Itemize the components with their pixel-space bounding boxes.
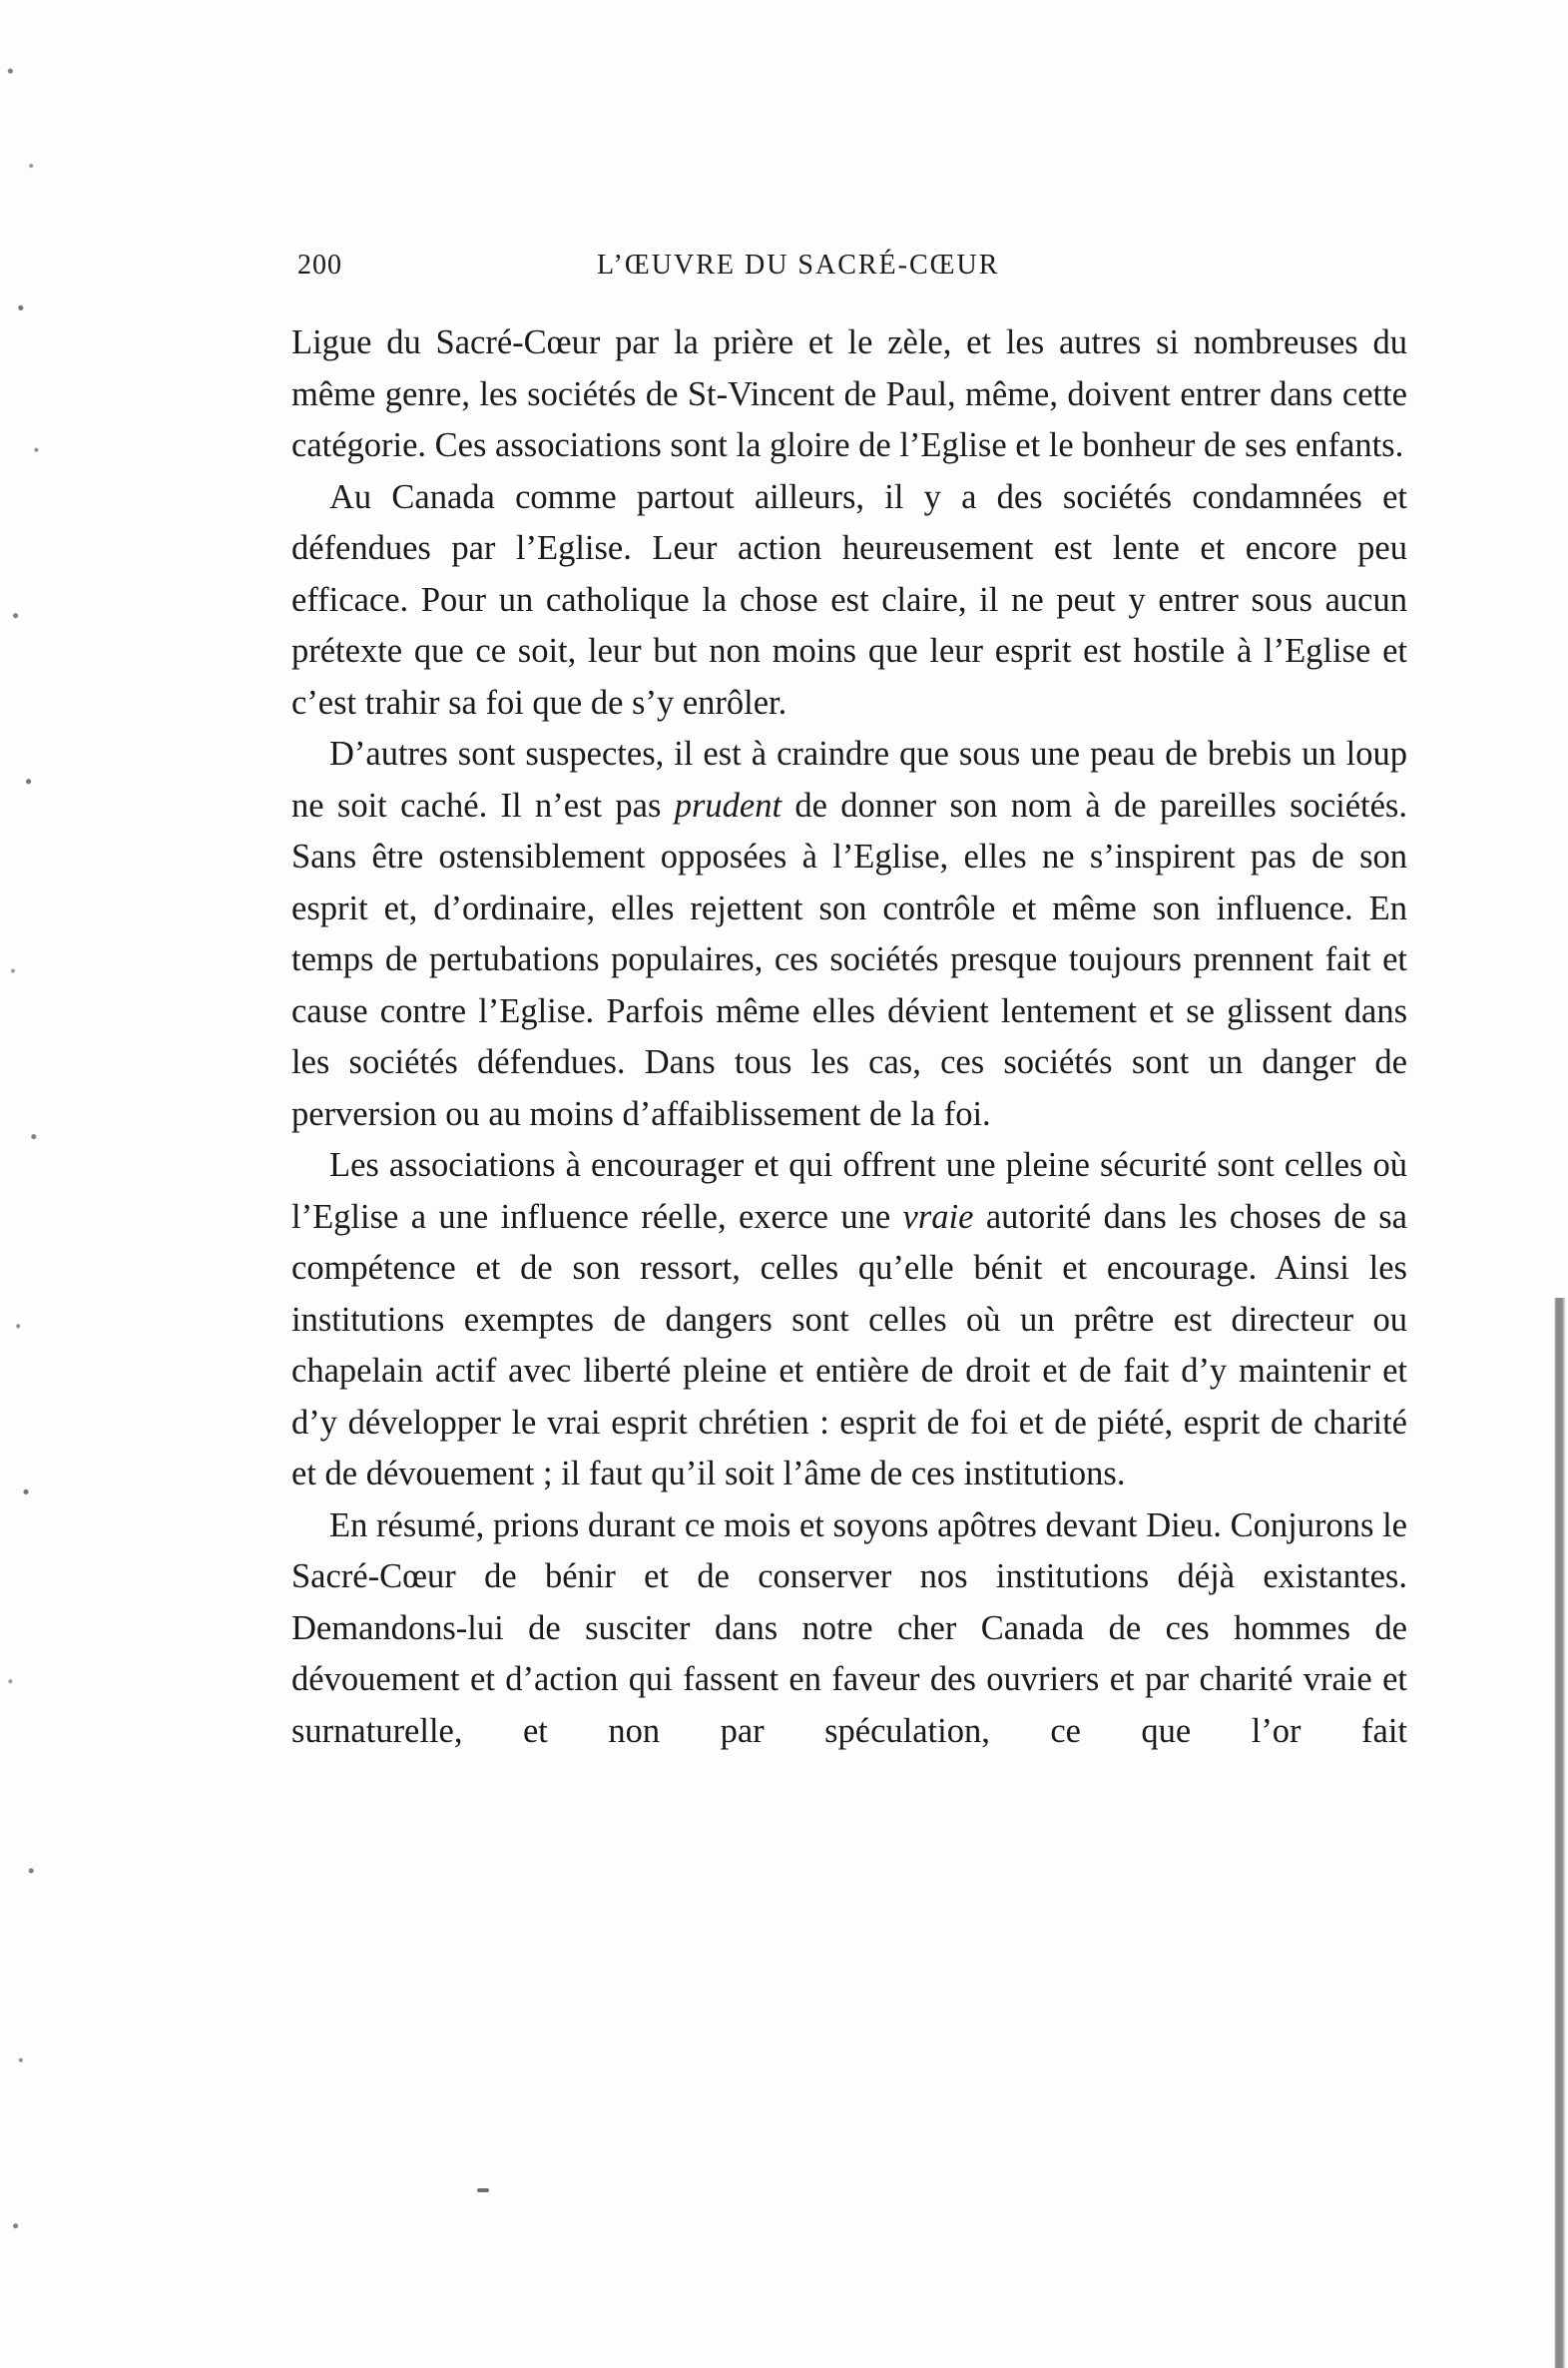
scan-edge-right <box>1542 1298 1568 2368</box>
body-text <box>291 317 1407 1757</box>
paragraph-text: D’autres sont suspectes, il est à craindre que sous une peau de brebis un loup ne soit caché. Il n’est pas <box>291 735 1407 825</box>
paragraph-text: autorité dans les choses de sa compétence et de son ressort, celles qu’elle bénit et encourage. Ainsi les institutions exemptes de dangers sont celles où un prêtre est directeur ou chapelain actif avec liberté pleine et entière de droit et de fait d’y maintenir et d’y développer le vrai esprit chrétien : esprit de foi et de piété, esprit de charité et de dévouement ; il faut qu’il soit l’âme de ces institutions. <box>291 1197 1407 1492</box>
running-title: L’ŒUVRE DU SACRÉ-CŒUR <box>597 250 1000 281</box>
italic-word: vraie <box>902 1197 974 1236</box>
page-header <box>297 250 1415 290</box>
paragraph-text: En résumé, prions durant ce mois et soyons apôtres devant Dieu. Conjurons le Sacré-Cœur de bénir et de conserver nos institutions déjà existantes. Demandons-lui de susciter dans notre cher Canada de ces hommes de dévouement et d’action qui fassent en faveur des ouvriers et par charité vraie et surnaturelle, et non par spéculation, ce que l’or fait <box>291 1505 1407 1750</box>
paragraph-3 <box>291 729 1407 1140</box>
paragraph-5 <box>291 1500 1407 1758</box>
paragraph-text: de donner son nom à de pareilles sociétés. Sans être ostensiblement opposées à l’Eglise, elles ne s’inspirent pas de son esprit et, d’ordinaire, elles rejettent son contrôle et même son influence. En temps de pertubations populaires, ces sociétés presque toujours prennent fait et cause contre l’Eglise. Parfois même elles dévient lentement et se glissent dans les sociétés défendues. Dans tous les cas, ces sociétés sont un danger de perversion ou au moins d’affaiblissement de la foi. <box>291 786 1407 1133</box>
paragraph-1 <box>291 317 1407 472</box>
paragraph-text: Au Canada comme partout ailleurs, il y a des sociétés condamnées et défendues par l’Eglise. Leur action heureusement est lente et encore peu efficace. Pour un catholique la chose est claire, il ne peut y entrer sous aucun prétexte que ce soit, leur but non moins que leur esprit est hostile à l’Eglise et c’est trahir sa foi que de s’y enrôler. <box>291 477 1407 722</box>
ink-speck <box>477 2188 489 2192</box>
paragraph-text: Ligue du Sacré-Cœur par la prière et le zèle, et les autres si nombreuses du même genre, les sociétés de St-Vincent de Paul, même, doivent entrer dans cette catégorie. Ces associations sont la gloire de l’Eglise et le bonheur de ses enfants. <box>291 323 1407 464</box>
paragraph-text: Les associations à encourager et qui offrent une pleine sécurité sont celles où l’Eglise a une influence réelle, exerce une <box>291 1146 1407 1236</box>
paragraph-2 <box>291 472 1407 730</box>
paragraph-4 <box>291 1140 1407 1500</box>
scan-edge-left <box>0 0 52 2368</box>
italic-word: prudent <box>674 786 783 825</box>
page-number: 200 <box>297 250 342 281</box>
